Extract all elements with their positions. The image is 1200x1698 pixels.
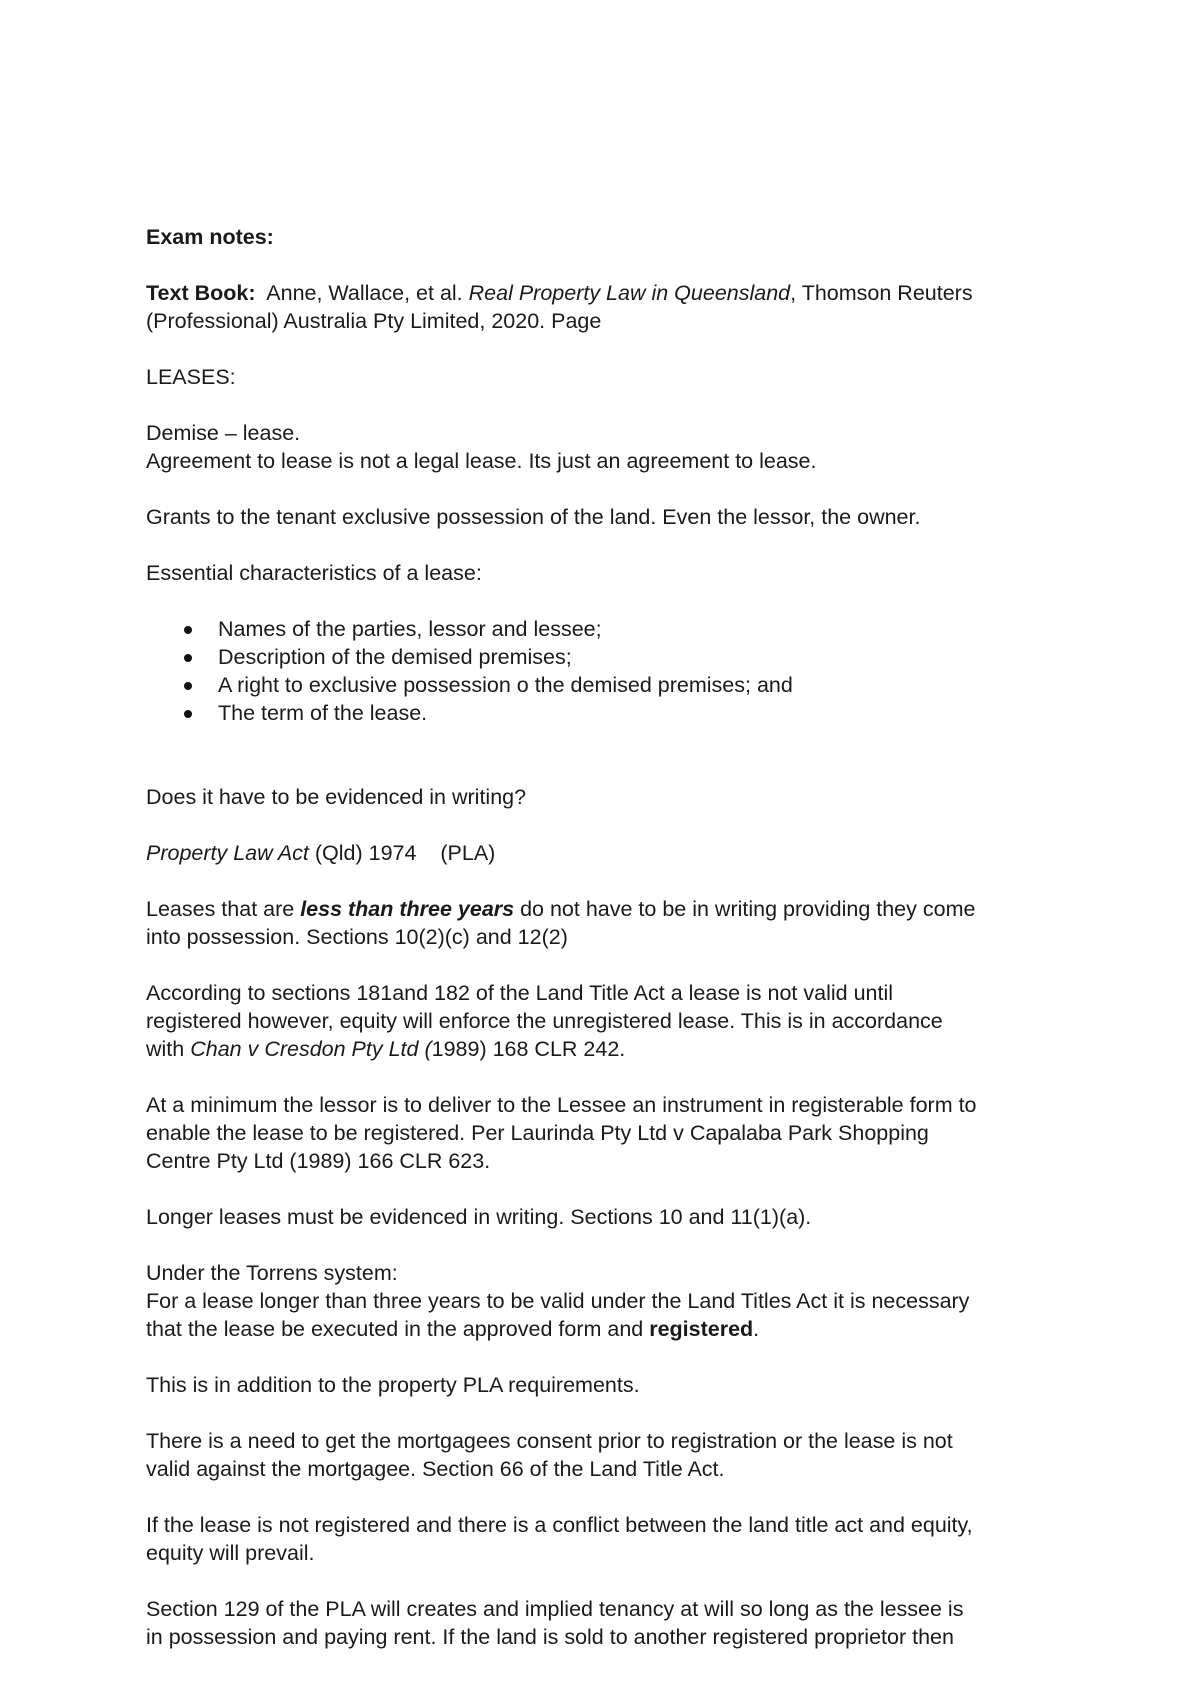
- list-item: [146, 699, 1096, 727]
- essential-intro: Essential characteristics of a lease:: [146, 561, 482, 585]
- torrens-line-3-pre: that the lease be executed in the approved form and: [146, 1317, 650, 1341]
- short-leases-paragraph: [146, 895, 1096, 951]
- pla-paragraph: [146, 839, 1096, 867]
- conflict-line-1: If the lease is not registered and there is a conflict between the land title act and equity,: [146, 1513, 973, 1537]
- list-item: [146, 671, 1096, 699]
- demise-line-1: Demise – lease.: [146, 421, 301, 445]
- essential-intro-paragraph: [146, 559, 1096, 587]
- sections-181-line-2: registered however, equity will enforce the unregistered lease. This is in accordance: [146, 1009, 943, 1033]
- conflict-line-2: equity will prevail.: [146, 1541, 315, 1565]
- question-paragraph: [146, 783, 1096, 811]
- bullet-icon: [184, 654, 192, 662]
- pla-rest: (Qld) 1974 (PLA): [308, 841, 496, 865]
- textbook-authors: Anne, Wallace, et al.: [266, 281, 463, 305]
- textbook-reference: [146, 279, 1096, 335]
- textbook-line-1: [146, 279, 1096, 307]
- essential-characteristics-list: [146, 615, 1096, 727]
- bullet-icon: [184, 626, 192, 634]
- exam-notes-heading: Exam notes:: [146, 225, 274, 249]
- sections-181-line-3: [146, 1035, 1096, 1063]
- mortgagee-line-1: There is a need to get the mortgagees consent prior to registration or the lease is not: [146, 1429, 953, 1453]
- textbook-publisher: , Thomson Reuters: [790, 281, 973, 305]
- pla-line: [146, 839, 1096, 867]
- minimum-paragraph: [146, 1091, 1096, 1175]
- writing-question: Does it have to be evidenced in writing?: [146, 785, 527, 809]
- minimum-line-1: At a minimum the lessor is to deliver to the Lessee an instrument in registerable form to: [146, 1093, 977, 1117]
- section-129-line-1: Section 129 of the PLA will creates and implied tenancy at will so long as the lessee is: [146, 1597, 964, 1621]
- short-leases-post: do not have to be in writing providing they come: [514, 897, 976, 921]
- mortgagee-line-2: valid against the mortgagee. Section 66 of the Land Title Act.: [146, 1457, 725, 1481]
- textbook-line-2: (Professional) Australia Pty Limited, 2020. Page: [146, 309, 602, 333]
- torrens-line-3: [146, 1315, 1096, 1343]
- grants-line: Grants to the tenant exclusive possession of the land. Even the lessor, the owner.: [146, 505, 921, 529]
- sections-181-line-3-post: 1989) 168 CLR 242.: [431, 1037, 626, 1061]
- minimum-line-2: enable the lease to be registered. Per Laurinda Pty Ltd v Capalaba Park Shopping: [146, 1121, 929, 1145]
- torrens-line-2: For a lease longer than three years to be valid under the Land Titles Act it is necessary: [146, 1289, 970, 1313]
- list-item-text: A right to exclusive possession o the demised premises; and: [218, 673, 793, 697]
- demise-paragraph: [146, 419, 1096, 475]
- short-leases-line-1: [146, 895, 1096, 923]
- textbook-title: Real Property Law in Queensland: [468, 281, 791, 305]
- heading-block: [146, 223, 1096, 251]
- textbook-label: Text Book:: [146, 281, 256, 305]
- pla-title: Property Law Act: [146, 841, 309, 865]
- sections-181-line-3-pre: with: [146, 1037, 191, 1061]
- sections-181-paragraph: [146, 979, 1096, 1063]
- document-body: [146, 223, 1096, 1679]
- list-item-text: Description of the demised premises;: [218, 645, 572, 669]
- mortgagee-paragraph: [146, 1427, 1096, 1483]
- short-leases-emphasis: less than three years: [300, 897, 515, 921]
- torrens-paragraph: [146, 1259, 1096, 1343]
- torrens-line-3-post: .: [753, 1317, 760, 1341]
- section-129-line-2: in possession and paying rent. If the land is sold to another registered proprietor then: [146, 1625, 954, 1649]
- chan-case-name: Chan v Cresdon Pty Ltd (: [190, 1037, 432, 1061]
- addition-line: This is in addition to the property PLA requirements.: [146, 1373, 640, 1397]
- leases-title: LEASES:: [146, 365, 236, 389]
- demise-line-2: Agreement to lease is not a legal lease. Its just an agreement to lease.: [146, 449, 817, 473]
- section-129-paragraph: [146, 1595, 1096, 1651]
- list-item: [146, 643, 1096, 671]
- sections-181-line-1: According to sections 181and 182 of the Land Title Act a lease is not valid until: [146, 981, 894, 1005]
- bullet-icon: [184, 682, 192, 690]
- list-item: [146, 615, 1096, 643]
- short-leases-line-2: into possession. Sections 10(2)(c) and 12(2): [146, 925, 568, 949]
- list-item-text: Names of the parties, lessor and lessee;: [218, 617, 602, 641]
- minimum-line-3: Centre Pty Ltd (1989) 166 CLR 623.: [146, 1149, 491, 1173]
- leases-section-title: [146, 363, 1096, 391]
- registered-emphasis: registered: [649, 1317, 754, 1341]
- list-item-text: The term of the lease.: [218, 701, 428, 725]
- addition-paragraph: [146, 1371, 1096, 1399]
- longer-leases-line: Longer leases must be evidenced in writing. Sections 10 and 11(1)(a).: [146, 1205, 812, 1229]
- torrens-line-1: Under the Torrens system:: [146, 1261, 398, 1285]
- conflict-paragraph: [146, 1511, 1096, 1567]
- longer-leases-paragraph: [146, 1203, 1096, 1231]
- short-leases-pre: Leases that are: [146, 897, 301, 921]
- grants-paragraph: [146, 503, 1096, 531]
- bullet-icon: [184, 710, 192, 718]
